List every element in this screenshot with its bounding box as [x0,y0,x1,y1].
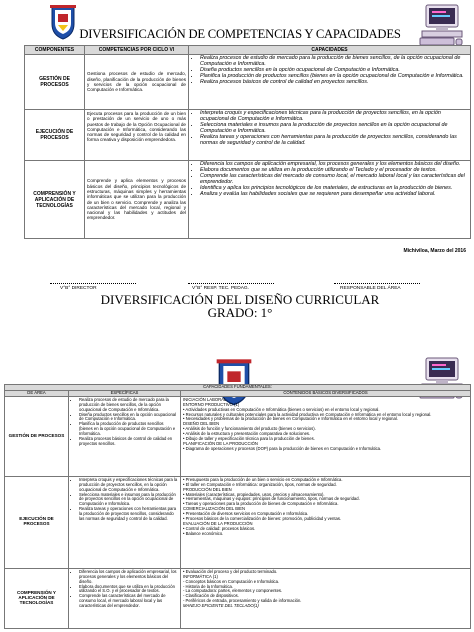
signature-line [50,283,136,284]
column-header: DE ÁREA [5,390,69,396]
capacity-item: • Planifica la producción de productos sencillos (bienes en la opción ocupacional de Computación e Informática. [200,74,468,80]
content-line: • Análisis de función y funcionamiento del producto (bienes o servicios). [183,426,316,432]
capacity-item: • Selecciona materiales e insumos para la producción de proyectos sencillos en la opción ocupacional de Computación e Informática. [200,123,468,135]
signature-label: RESPONSABLE DEL ÁREA [340,286,401,291]
component-cell: COMPRENSIÓN Y APLICACIÓN DE TECNOLOGÍAS [25,161,85,239]
capacities-header: CAPACIDADES FUNDAMENTALES: [5,385,471,391]
competency-cell [85,161,189,239]
content-line: • Balance económico. [183,530,224,536]
specific-cell [69,568,181,628]
content-line: • El taller en Computación e Informática: organización, tipos, normas de seguridad. [183,481,337,487]
content-line: DISEÑO DEL BIEN [183,421,220,427]
table-row [5,396,471,476]
column-header: CONTENIDOS BÁSICOS DIVERSIFICADOS [181,390,471,396]
page2-title: DIVERSIFICACIÓN DEL DISEÑO CURRICULAR [100,292,380,307]
content-line: PRODUCCIÓN DEL BIEN [183,486,232,492]
table-row [5,568,471,628]
contents-cell [181,476,471,568]
competencies-table [24,45,471,239]
table-row [25,110,471,161]
area-cell: GESTIÓN DE PROCESOS [5,396,69,476]
capacity-item: • Diferencia los campos de aplicación empresarial, los procesos generales y los elementos básicos del diseño. [200,162,468,168]
specific-item: • Realiza procesos de estudio de mercado para la producción de bienes sencillos, de la opción ocupacional de Computación e Informática. [79,398,178,413]
content-line: PLANIFICACIÓN DE LA PRODUCCIÓN [183,440,258,446]
area-cell: COMPRENSIÓN Y APLICACIÓN DE TECNOLOGÍAS [5,568,69,628]
content-line: - Conceptos básicos en Computación e Informática. [183,578,280,584]
content-line: • Presentación de diversos servicios en Computación e Informática. [183,511,309,517]
content-line: EVALUACIÓN DE LA PRODUCCIÓN [183,520,253,526]
signature-label: V°B° RESP. TEC. PEDAG. [192,286,249,291]
competency-text: Ejecuta procesos para la producción de un bien o prestación de un servicio de uno o más puestos de trabajo de la Opción Ocupacional de Computación e Informática, considerando las normas de seguridad y control de la calidad en forma creativa y disposición emprendedora. [87,111,186,143]
content-line: • Tareas y operaciones para la producción de bienes de Computación e Informática. [183,501,339,507]
column-header: CAPACIDADES [189,46,471,55]
content-line: • Presupuesto para la producción de un bien o servicio en Computación e Informática. [183,476,343,482]
capacity-item: • Realiza tareas y operaciones con herramientas para la producción de proyectos sencillos, considerando las normas de seguridad y control de la calidad. [200,135,468,147]
capacity-item: • Realiza procesos de estudio de mercado para la producción de bienes sencillos, de la opción ocupacional de Computación e Informática. [200,56,468,68]
capacity-item: • Realiza procesos básicos de control de calidad en proyectos sencillos. [200,80,468,86]
content-line: MANEJO EFICIENTE DEL TECLADO(1) [183,603,259,609]
column-header: COMPONENTES [25,46,85,55]
table-row [25,161,471,239]
content-line: INICIACIÓN LABORAL [183,396,227,402]
computer-clipart [418,3,464,47]
specific-item: • Realiza procesos básicos de control de calidad en proyectos sencillos. [79,437,178,447]
capacities-cell [189,161,471,239]
capacity-item: • Analiza y evalúa las habilidades sociales que se requieren para desempeñar una actividad laboral. [200,192,468,198]
capacity-item: • Interpreta croquis y especificaciones técnicas para la producción de proyectos sencillos, en la opción ocupacional de Computación e Informática. [200,111,468,123]
signature-line [188,283,274,284]
table-row [5,476,471,568]
content-line: • Análisis de la estructura y presentación comparativa de soluciones. [183,431,311,437]
column-header: ESPECÍFICAS [69,390,181,396]
specific-item: • Interpreta croquis y especificaciones técnicas para la producción de proyectos sencillos, en la opción ocupacional de Computación e Informática. [79,478,178,493]
capacity-item: • Diseña productos sencillos en la opción ocupacional de Computación e Informática. [200,68,468,74]
content-line: INFORMÁTICA (1) [183,573,218,579]
contents-cell [181,396,471,476]
content-line: • Dibujo de taller y especificación técnica para la producción de bienes. [183,436,315,442]
table-header-row [25,46,471,55]
content-line: • Diagrama de operaciones y procesos (DOP) para la producción de bienes en Computación e Informática. [183,445,382,451]
content-line: • Control de calidad: procesos básicos. [183,525,256,531]
specific-cell [69,396,181,476]
content-line: • Necesidades y problemas de la producción de bienes en Computación e Informática en el entorno local y regional. [183,416,398,422]
content-line: • Procesos básicos de la comercialización de bienes: promoción, publicidad y ventas. [183,516,342,522]
specific-item: • Realiza tareas y operaciones con herramientas para la producción de proyectos sencillos, considerando las normas de seguridad y control de la calidad. [79,507,178,522]
competency-cell [85,110,189,161]
capacity-item: • Comprende las características del mercado de consumo local, el mercado laboral local y las características del emprendedor. [200,174,468,186]
page-title: DIVERSIFICACIÓN DE COMPETENCIAS Y CAPACIDADES [79,27,401,41]
capacities-cell [189,55,471,110]
content-line: • Materiales (características, propiedades, usos, precios y almacenamiento). [183,491,325,497]
specific-item: • Diseña productos sencillos en la opción ocupacional de Computación e Informática. [79,413,178,423]
component-cell: GESTIÓN DE PROCESOS [25,55,85,110]
specific-item: • Comprende las características del mercado de consumo local, el mercado laboral local y las características del emprendedor. [79,594,178,609]
content-line: ENTORNO PRODUCTIVO (1) [183,401,240,407]
content-line: - Historia de la Informática. [183,583,234,589]
specific-item: • Selecciona materiales e insumos para la producción de proyectos sencillos en la opción ocupacional de Computación e Informática. [79,493,178,508]
competency-cell [85,55,189,110]
table-row [25,55,471,110]
content-line: • Actividades productivas en Computación e Informática (bienes o servicios) en el entorno local y regional. [183,406,380,412]
content-line: - Periféricos de entrada, procesamiento y salida de información. [183,598,302,604]
capacity-item: • Identifica y aplica los principios tecnológicos de los materiales, de estructuras en la producción de bienes. [200,186,468,192]
page2-grade: GRADO: 1° [207,305,273,320]
component-cell: EJECUCIÓN DE PROCESOS [25,110,85,161]
specific-cell [69,476,181,568]
specific-item: • Elabora documentos que se utiliza en la producción utilizando el S.O. y el procesador de textos. [79,585,178,595]
competency-text: Comprende y aplica elementos y procesos básicos del diseño, principios tecnológicos de estructuras, máquinas simples y herramientas informáticas que se utilizan para la producción de un bien o servicio. Comprende y analiza las características del mercado local, regional y nacional y las habilidades y actitudes del emprendedor. [87,178,186,221]
content-line: • Herramientas, máquinas y equipos: principios de funcionamiento, tipos, normas de seguridad. [183,496,360,502]
content-line: • Evaluación del proceso y del producto terminado. [183,568,278,574]
content-line: - Clasificación de dispositivos. [183,593,239,599]
specific-item: • Diferencia los campos de aplicación empresarial, los procesos generales y los elementos básicos del diseño. [79,570,178,585]
specific-item: • Planifica la producción de productos sencillos (bienes en la opción ocupacional de Computación e Informática. [79,422,178,437]
signature-label: V°B° DIRECTOR [60,286,97,291]
area-cell: EJECUCIÓN DE PROCESOS [5,476,69,568]
content-line: • Recursos naturales y culturales potenciales para la actividad productiva en Computación e Informática en el entorno local y regional. [183,411,432,417]
competency-text: Gestiona procesos de estudio de mercado, diseño, planificación de la producción de bienes y servicios de la opción ocupacional de Computación e Informática. [87,71,186,93]
content-line: - La computadora: partes, elementos y componentes. [183,588,283,594]
column-header: COMPETENCIAS POR CICLO VI [85,46,189,55]
capacities-cell [189,110,471,161]
signature-line [334,283,420,284]
place-date: Michiviloa, Marzo del 2016 [403,248,466,254]
curricular-table [4,384,471,629]
content-line: COMERCIALIZACIÓN DEL BIEN [183,506,245,512]
capacity-item: • Elabora documentos que se utiliza en la producción utilizando el Teclado y el procesador de textos. [200,168,468,174]
contents-cell [181,568,471,628]
